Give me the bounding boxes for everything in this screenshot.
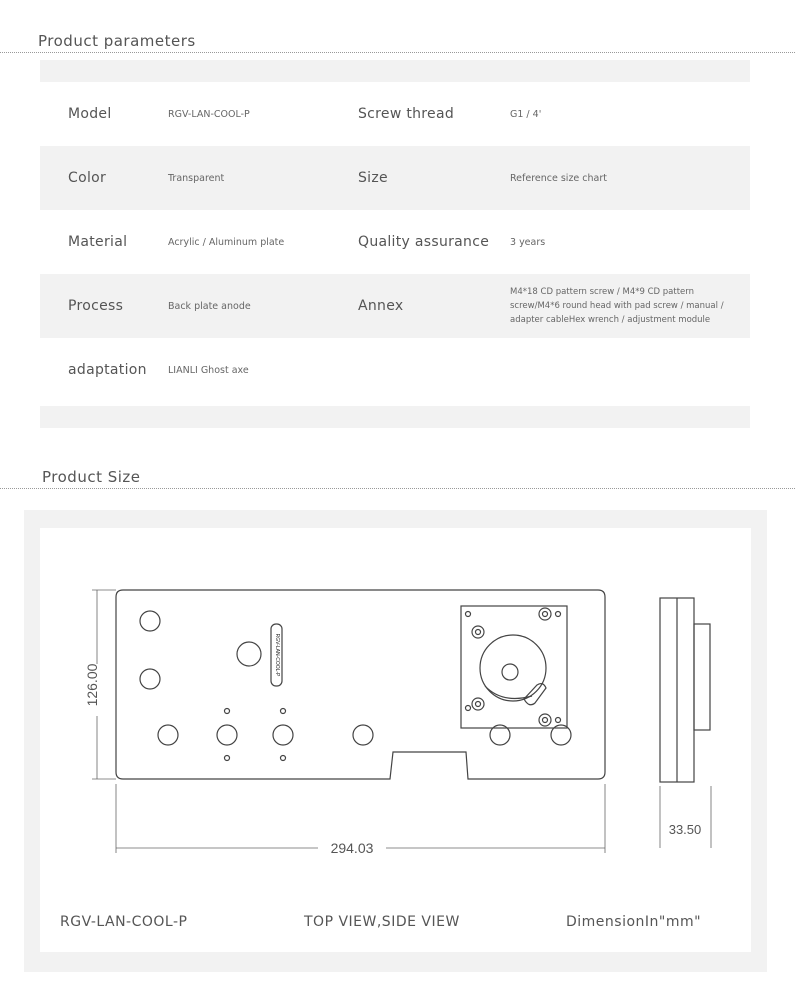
pump-arc	[485, 686, 532, 698]
width-dimension: 294.03	[330, 840, 374, 856]
table-row	[40, 338, 750, 402]
port-circle	[237, 642, 261, 666]
pump-bolt	[472, 626, 484, 638]
screw-dot	[281, 709, 286, 714]
param-label: Color	[68, 170, 107, 186]
height-dimension: 126.00	[84, 663, 100, 707]
screw-dot	[225, 709, 230, 714]
caption-model: RGV-LAN-COOL-P	[60, 914, 188, 930]
table-top-band	[40, 60, 750, 82]
parameters-divider	[0, 52, 795, 53]
caption-view: TOP VIEW,SIDE VIEW	[304, 914, 460, 930]
table-row	[40, 146, 750, 210]
param-value: RGV-LAN-COOL-P	[168, 108, 250, 120]
param-label: Annex	[358, 298, 404, 314]
side-view-pump	[694, 624, 710, 730]
param-label: Material	[68, 234, 128, 250]
size-title: Product Size	[42, 468, 141, 486]
screw-dot	[225, 756, 230, 761]
pump-bolt	[543, 718, 548, 723]
pump-screw	[556, 612, 561, 617]
table-row	[40, 274, 750, 338]
pump-bolt	[472, 698, 484, 710]
plate-outline	[116, 590, 605, 779]
pump-slot	[524, 684, 546, 705]
param-value: M4*18 CD pattern screw / M4*9 CD pattern screw/M4*6 round head with pad screw / manual / adapter cableHex wrench / adjustment module	[510, 287, 724, 325]
table-row	[40, 82, 750, 146]
param-value: Acrylic / Aluminum plate	[168, 236, 285, 248]
logo-plate-stamp-text: RGV-LAN-COOL-P	[274, 633, 280, 677]
pump-bolt	[476, 630, 481, 635]
pump-bolt	[543, 612, 548, 617]
size-panel	[24, 510, 767, 972]
pump-screw	[556, 718, 561, 723]
dimension-drawing	[40, 528, 751, 952]
param-value: LIANLI Ghost axe	[168, 364, 249, 376]
pump-screw	[466, 612, 471, 617]
port-circle	[273, 725, 293, 745]
table-bottom-band	[40, 406, 750, 428]
parameters-title: Product parameters	[38, 32, 196, 50]
param-value: Back plate anode	[168, 300, 251, 312]
caption-unit: DimensionIn"mm"	[566, 914, 702, 930]
param-value: 3 years	[510, 236, 546, 248]
pump-hub	[502, 664, 518, 680]
param-label: adaptation	[68, 362, 147, 378]
param-label: Model	[68, 106, 112, 122]
port-circle	[140, 611, 160, 631]
pump-bolt	[539, 714, 551, 726]
size-divider	[0, 488, 795, 489]
parameters-table	[40, 60, 750, 428]
screw-dot	[281, 756, 286, 761]
param-value: Transparent	[168, 172, 225, 184]
param-value: Reference size chart	[510, 172, 607, 184]
param-label: Size	[358, 170, 388, 186]
port-circle	[158, 725, 178, 745]
port-circle	[217, 725, 237, 745]
table-row	[40, 210, 750, 274]
param-value: G1 / 4'	[510, 108, 542, 120]
depth-dimension: 33.50	[668, 822, 702, 837]
size-drawing-area	[40, 528, 751, 952]
param-label: Quality assurance	[358, 234, 490, 250]
param-label: Process	[68, 298, 124, 314]
port-circle	[353, 725, 373, 745]
port-circle	[140, 669, 160, 689]
pump-bolt	[476, 702, 481, 707]
pump-bolt	[539, 608, 551, 620]
logo-plate-stamp	[274, 634, 280, 677]
pump-screw	[466, 706, 471, 711]
param-label: Screw thread	[358, 106, 455, 122]
